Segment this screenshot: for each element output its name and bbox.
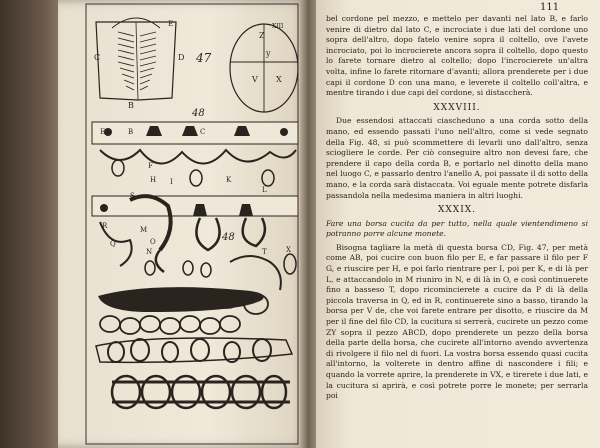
section-39-subtitle: Fare una borsa cucita da per tutto, nella quale vientendimeno si potranno porre alcune monete.	[326, 218, 588, 239]
svg-text:I: I	[170, 178, 173, 186]
page-text-block	[326, 14, 588, 402]
svg-text:O: O	[150, 238, 156, 246]
fig47-circle-drawing	[230, 23, 298, 112]
section-38-text: Due essendosi attaccati ciascheduno a una corda sotto della mano, ed essendo passati l'uno nell'altro, come si vede segnato della Fig. 48, si può scommettere di levarli uno dall'altro, senza sciogliere le corde. Per ciò conseguire altro non devesi fare, che prendere il capo della corda B, e portarlo nel dinotto della mano nel luogo C, e passarlo dentro l'anello A, poi passate il di sotto della mano, e la corda sarà distaccata. Voi eguale mente potrete disfarla passandola nella medesima maniera in altri luoghi.	[326, 116, 588, 200]
svg-text:E: E	[168, 20, 174, 28]
svg-text:M: M	[140, 226, 148, 234]
svg-text:R: R	[102, 222, 108, 230]
fig47-purse-drawing	[94, 18, 212, 110]
svg-text:N: N	[146, 248, 153, 256]
svg-text:C: C	[94, 53, 101, 62]
section-39-text: Bisogna tagliare la metà di questa borsa CD, Fig. 47, per metà come AB, poi cucire con buon filo per E, e far passare il filo per F G, e riuscire per H, e poi farlo rientrare per I, poi per K, e di là per L, e attaccandolo in M riuniro in N, e di là in O, e così continuerete fino a basseso T, dopo ricomincierete a cucire da P di là della piccola traversa in Q, ed in R, continuerete sino a basso, tirando la borsa per V de, che voi farete entrare per disotto, e riuscire da M per il fine del filo CD, la cucitura si serrerà, cucirete un pezzo come ZY sopra il pezzo ABCD, dopo prenderete un pezzo della borsa della parte della borsa, che cucirete all'intorno avendo avvertenza di rivolgere il filo nel di fuori. La vostra borsa essendo quasi cucita all'intorno, la volterete in dentro affine di nascondere i fili; e quando la vorrete aprire, la prenderete in VX, e tirerete i due lati, e la cucitura si aprirà, e così potrete porre le monete; per serrarla poi	[326, 242, 588, 401]
svg-text:Q: Q	[110, 240, 116, 248]
svg-text:E: E	[100, 128, 106, 136]
section-heading-39: XXXIX.	[437, 205, 477, 216]
svg-text:H: H	[150, 176, 157, 184]
svg-text:L: L	[262, 186, 267, 194]
svg-text:X: X	[286, 246, 291, 254]
fig48-hand-bar-drawing	[92, 122, 298, 194]
svg-text:Z: Z	[259, 31, 265, 40]
fig48-mid-number: 48	[222, 232, 235, 243]
svg-text:T: T	[262, 248, 267, 256]
svg-text:B: B	[128, 128, 134, 136]
plate-number: XIII	[272, 23, 284, 30]
svg-text:B: B	[128, 101, 134, 110]
fig48-number: 48	[192, 108, 205, 119]
svg-text:C: C	[200, 128, 206, 136]
svg-text:D: D	[178, 53, 185, 62]
svg-text:y: y	[266, 49, 271, 58]
svg-text:F: F	[148, 162, 153, 170]
fig48-second-hand-bar-drawing	[92, 192, 298, 290]
svg-text:X: X	[276, 75, 282, 84]
section-heading-38: XXXVIII.	[433, 102, 481, 113]
svg-text:A: A	[150, 127, 156, 136]
svg-text:K: K	[226, 176, 232, 184]
intro-paragraph: bel cordone pel mezzo, e mettelo per davanti nel lato B, e farlo venire di dietro dal lato C, e incrociate i due lati del cordone uno sopra dell'altro, dopo fatelo venire sopra il coltello, ove l'avete incrociato, poi lo incrocierete ancora sopra il coltello, dopo questo lo farete tornare dietro al coltello; dopo l'incrocierete un'altra volta, infine lo farete ritornare d'avanti; allora prenderete per i due capi il cordone D con una mano, e leverete il coltello coll'altra, e mentre tirando i due capi del cordone, si distaccherà.	[326, 14, 588, 98]
fig47-number: 47	[196, 51, 212, 65]
bottom-chain-drawings	[96, 287, 292, 408]
page-number: 111	[540, 2, 560, 13]
svg-text:S: S	[130, 192, 135, 200]
svg-text:D: D	[236, 128, 242, 136]
svg-text:V: V	[252, 75, 258, 84]
